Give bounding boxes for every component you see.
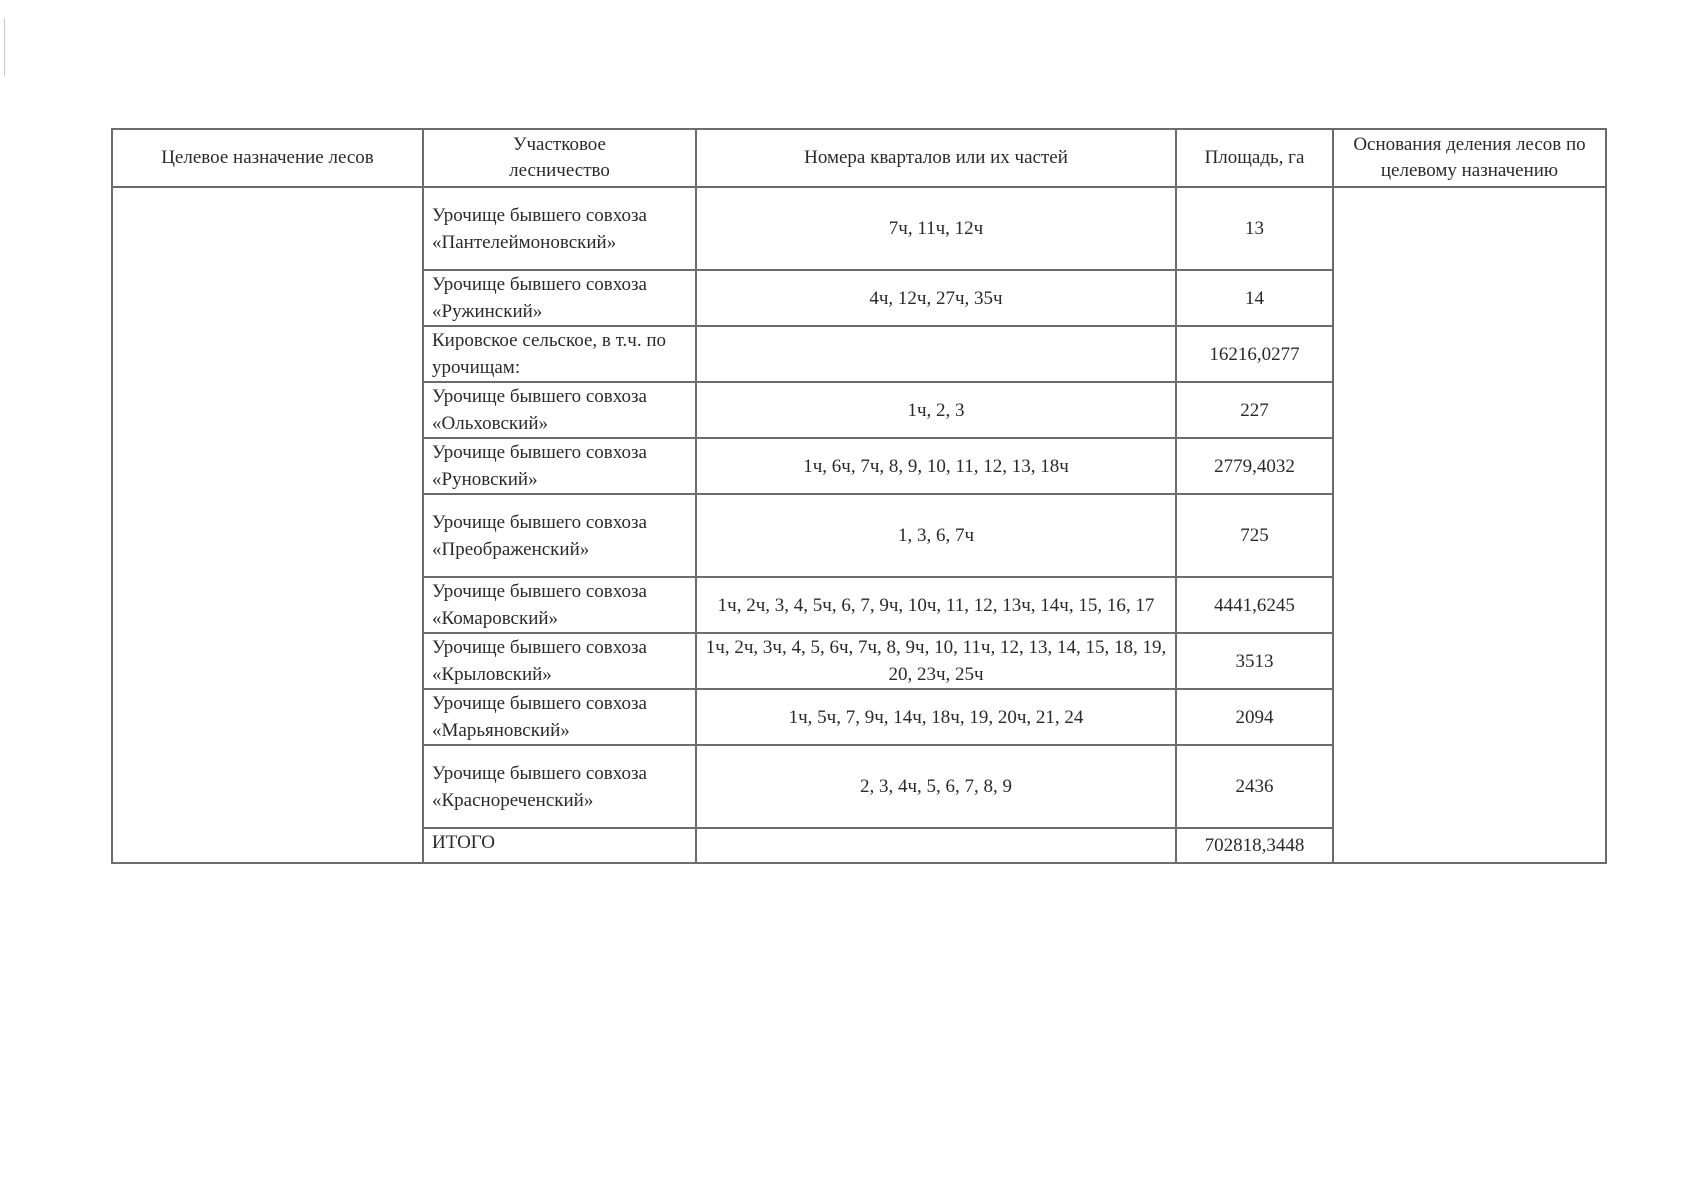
header-purpose: Целевое назначение лесов bbox=[112, 129, 423, 187]
area-cell: 725 bbox=[1176, 494, 1333, 577]
area-cell: 13 bbox=[1176, 187, 1333, 270]
scan-artifact-line bbox=[4, 18, 5, 76]
quarters-cell: 7ч, 11ч, 12ч bbox=[696, 187, 1176, 270]
forestry-cell: Урочище бывшего совхоза «Комаровский» bbox=[423, 577, 696, 633]
area-cell: 2436 bbox=[1176, 745, 1333, 828]
area-cell: 4441,6245 bbox=[1176, 577, 1333, 633]
header-grounds: Основания деления лесов по целевому назначению bbox=[1333, 129, 1606, 187]
quarters-cell: 1ч, 2ч, 3ч, 4, 5, 6ч, 7ч, 8, 9ч, 10, 11ч, 12, 13, 14, 15, 18, 19, 20, 23ч, 25ч bbox=[696, 633, 1176, 689]
header-forestry-text: Участковое лесничество bbox=[509, 134, 610, 181]
forestry-cell: Урочище бывшего совхоза «Марьяновский» bbox=[423, 689, 696, 745]
area-cell: 3513 bbox=[1176, 633, 1333, 689]
area-cell: 2094 bbox=[1176, 689, 1333, 745]
table-row bbox=[112, 187, 1606, 270]
forestry-cell: Урочище бывшего совхоза «Крыловский» bbox=[423, 633, 696, 689]
forestry-cell: Урочище бывшего совхоза «Ружинский» bbox=[423, 270, 696, 326]
quarters-cell: 1ч, 2ч, 3, 4, 5ч, 6, 7, 9ч, 10ч, 11, 12, 13ч, 14ч, 15, 16, 17 bbox=[696, 577, 1176, 633]
header-quarters: Номера кварталов или их частей bbox=[696, 129, 1176, 187]
quarters-cell: 1ч, 6ч, 7ч, 8, 9, 10, 11, 12, 13, 18ч bbox=[696, 438, 1176, 494]
purpose-cell bbox=[112, 187, 423, 863]
quarters-cell bbox=[696, 326, 1176, 382]
area-cell: 2779,4032 bbox=[1176, 438, 1333, 494]
forestry-cell: Урочище бывшего совхоза «Пантелеймоновский» bbox=[423, 187, 696, 270]
total-label: ИТОГО bbox=[423, 828, 696, 863]
grounds-cell bbox=[1333, 187, 1606, 863]
forestry-cell: Урочище бывшего совхоза «Преображенский» bbox=[423, 494, 696, 577]
forest-purpose-table bbox=[111, 128, 1607, 864]
area-cell: 16216,0277 bbox=[1176, 326, 1333, 382]
header-area-text: Площадь, га bbox=[1204, 147, 1305, 168]
quarters-cell: 4ч, 12ч, 27ч, 35ч bbox=[696, 270, 1176, 326]
header-area bbox=[1176, 129, 1333, 187]
quarters-cell: 1ч, 5ч, 7, 9ч, 14ч, 18ч, 19, 20ч, 21, 24 bbox=[696, 689, 1176, 745]
header-forestry bbox=[423, 129, 696, 187]
forestry-cell: Урочище бывшего совхоза «Руновский» bbox=[423, 438, 696, 494]
total-quarters-cell bbox=[696, 828, 1176, 863]
area-cell: 14 bbox=[1176, 270, 1333, 326]
area-cell: 227 bbox=[1176, 382, 1333, 438]
total-area: 702818,3448 bbox=[1176, 828, 1333, 863]
forestry-cell: Урочище бывшего совхоза «Ольховский» bbox=[423, 382, 696, 438]
quarters-cell: 2, 3, 4ч, 5, 6, 7, 8, 9 bbox=[696, 745, 1176, 828]
table-header-row bbox=[112, 129, 1606, 187]
forestry-cell: Урочище бывшего совхоза «Краснореченский» bbox=[423, 745, 696, 828]
quarters-cell: 1, 3, 6, 7ч bbox=[696, 494, 1176, 577]
quarters-cell: 1ч, 2, 3 bbox=[696, 382, 1176, 438]
forestry-cell: Кировское сельское, в т.ч. по урочищам: bbox=[423, 326, 696, 382]
